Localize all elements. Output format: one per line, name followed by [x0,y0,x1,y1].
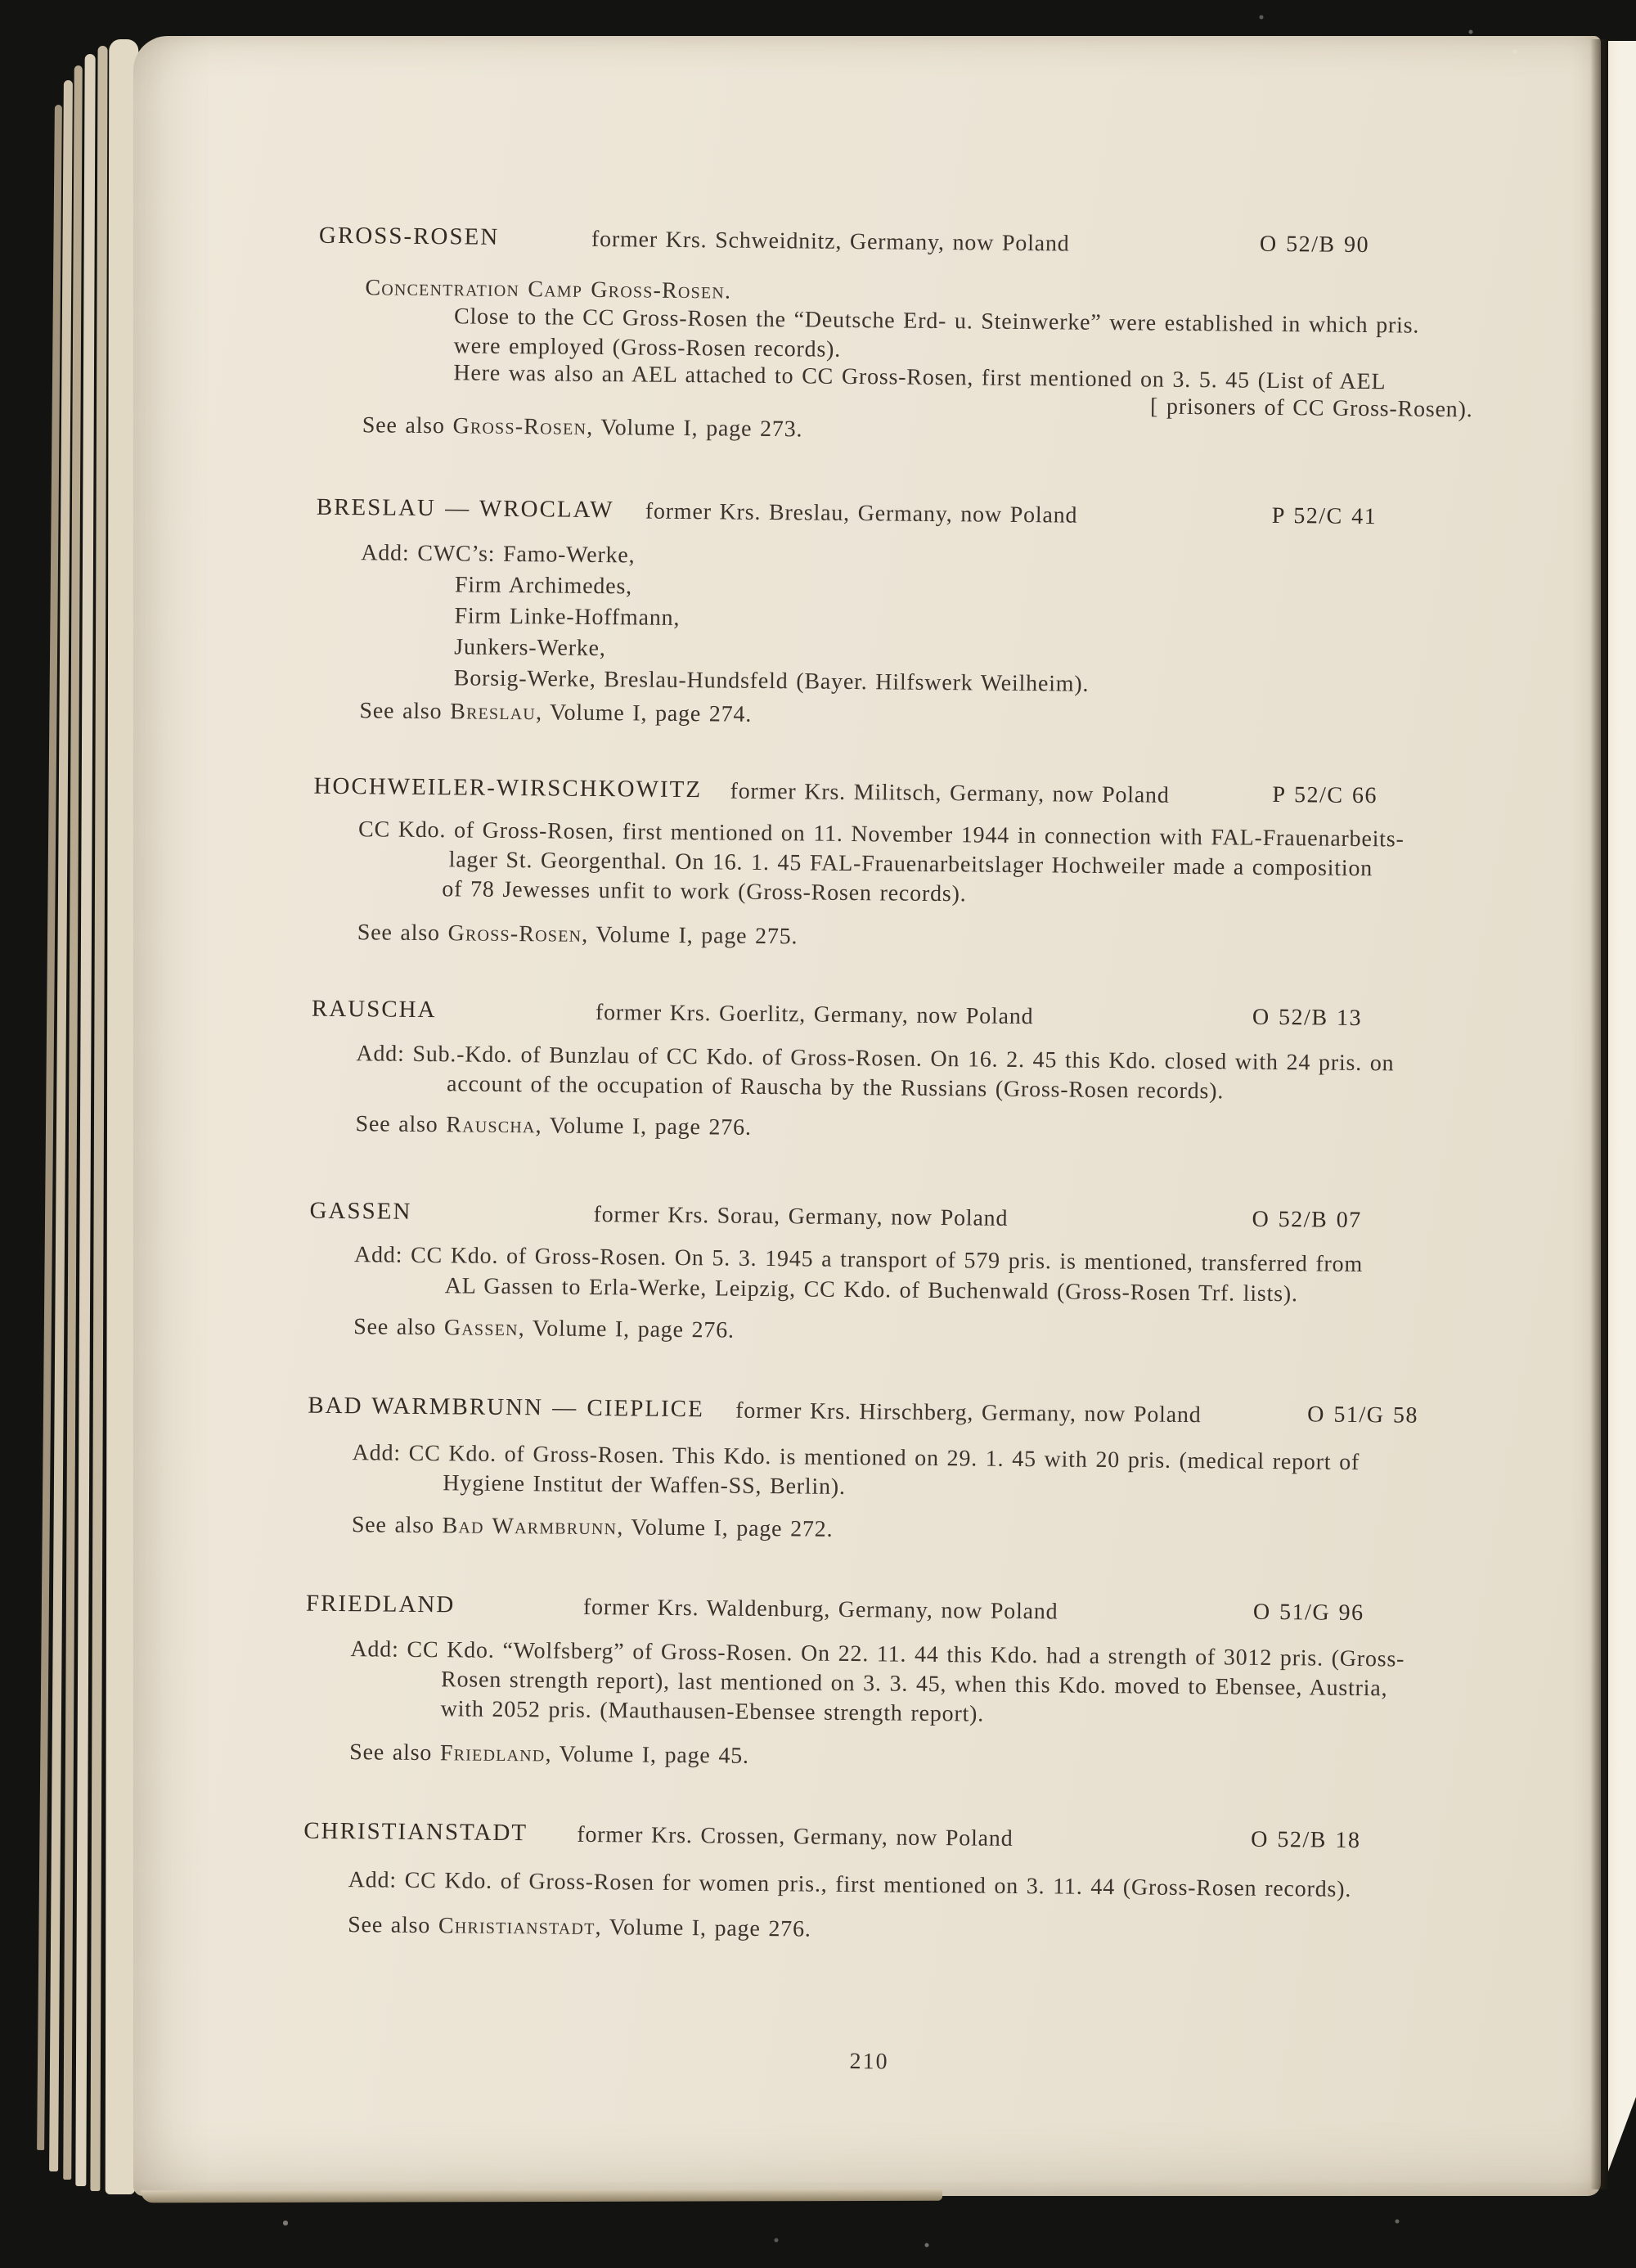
entry-body-line: were employed (Gross-Rosen records). [453,333,842,362]
entry-map-reference: P 52/C 66 [1272,781,1378,809]
entry-headword: RAUSCHA [311,995,437,1024]
see-also-note: See also Gassen, Volume I, page 276. [353,1314,735,1343]
entry-map-reference: O 51/G 58 [1307,1402,1419,1429]
entry-headword: GROSS-ROSEN [318,222,500,250]
entry-location: former Krs. Crossen, Germany, now Poland [577,1821,1014,1852]
entry-headword: FRIEDLAND [305,1590,456,1618]
entry-headword: BRESLAU — WROCLAW [316,493,614,524]
entry-location: former Krs. Schweidnitz, Germany, now Poland [591,226,1070,257]
entry-body-line: Close to the CC Gross-Rosen the “Deutsche Erd- u. Steinwerke” were established in which pris. [453,304,1420,339]
entry-map-reference: O 52/B 18 [1251,1826,1361,1854]
entry-body-line: CC Kdo. of Gross-Rosen, first mentioned on 11. November 1944 in connection with FAL-Frauenarbeits- [357,817,1405,853]
entry-headword: GASSEN [309,1197,412,1225]
see-also-note: See also Christianstadt, Volume I, page 276. [348,1912,811,1942]
entry-body-line: Rosen strength report), last mentioned on 3. 3. 45, when this Kdo. moved to Ebensee, Austria, [440,1667,1388,1702]
entry-body-line: with 2052 pris. (Mauthausen-Ebensee strength report). [440,1696,985,1727]
entry-body-line: Add: CC Kdo. of Gross-Rosen. This Kdo. is mentioned on 29. 1. 45 with 20 pris. (medical report of [352,1440,1360,1475]
entry-body-line: Firm Linke-Hoffmann, [454,603,681,631]
entry-map-reference: O 52/B 90 [1259,231,1370,259]
see-also-note: See also Gross-Rosen, Volume I, page 273. [362,412,803,443]
entry-subheading: Concentration Camp Gross-Rosen. [365,275,732,304]
entry-body-line: Add: CWC’s: Famo-Werke, [361,540,636,569]
entry-map-reference: O 52/B 07 [1252,1206,1362,1234]
entry-location: former Krs. Waldenburg, Germany, now Poland [582,1594,1058,1625]
entry-location: former Krs. Sorau, Germany, now Poland [593,1201,1009,1231]
see-also-note: See also Bad Warmbrunn, Volume I, page 272. [351,1512,834,1542]
entry-body-line: [ prisoners of CC Gross-Rosen). [1149,394,1473,423]
entry-body-line: Firm Archimedes, [454,572,633,600]
entry-body-line: Add: Sub.-Kdo. of Bunzlau of CC Kdo. of Gross-Rosen. On 16. 2. 45 this Kdo. closed with 24 pris. on [356,1041,1395,1077]
see-also-note: See also Breslau, Volume I, page 274. [359,698,753,727]
entry-body-line: account of the occupation of Rauscha by the Russians (Gross-Rosen records). [446,1071,1225,1105]
entry-body-line: AL Gassen to Erla-Werke, Leipzig, CC Kdo. of Buchenwald (Gross-Rosen Trf. lists). [444,1273,1298,1307]
entry-headword: CHRISTIANSTADT [303,1817,528,1847]
entry-location: former Krs. Militsch, Germany, now Poland [730,778,1170,808]
entry-map-reference: O 52/B 13 [1252,1004,1363,1031]
dust-specks [0,0,2,2]
entry-headword: BAD WARMBRUNN — CIEPLICE [308,1392,704,1423]
see-also-note: See also Friedland, Volume I, page 45. [349,1739,749,1769]
catalog-entry-gross-rosen [2,0,1636,443]
page-number: 210 [849,2049,889,2075]
entry-location: former Krs. Breslau, Germany, now Poland [645,498,1078,529]
entry-body-line: Borsig-Werke, Breslau-Hundsfeld (Bayer. Hilfswerk Weilheim). [453,665,1090,697]
entry-body-line: lager St. Georgenthal. On 16. 1. 45 FAL-Frauenarbeitslager Hochweiler made a composition [448,847,1373,882]
entry-location: former Krs. Hirschberg, Germany, now Poland [735,1397,1202,1429]
entry-location: former Krs. Goerlitz, Germany, now Poland [595,1000,1034,1030]
entry-headword: HOCHWEILER-WIRSCHKOWITZ [313,772,703,803]
see-also-note: See also Rauscha, Volume I, page 276. [355,1111,752,1141]
entry-body-line: Here was also an AEL attached to CC Gross-Rosen, first mentioned on 3. 5. 45 (List of AEL [453,360,1387,395]
entry-body-line: Hygiene Institut der Waffen-SS, Berlin). [443,1470,846,1500]
entry-map-reference: P 52/C 41 [1271,502,1378,530]
entry-body-line: Junkers-Werke, [454,634,606,662]
entry-body-line: of 78 Jewesses unfit to work (Gross-Rosen records). [442,876,967,907]
entry-body-line: Add: CC Kdo. of Gross-Rosen for women pris., first mentioned on 3. 11. 44 (Gross-Rosen records). [348,1867,1352,1902]
entry-body-line: Add: CC Kdo. “Wolfsberg” of Gross-Rosen. On 22. 11. 44 this Kdo. had a strength of 3012 pris. (Gross- [350,1636,1405,1672]
entry-map-reference: O 51/G 96 [1252,1599,1364,1627]
entry-body-line: Add: CC Kdo. of Gross-Rosen. On 5. 3. 1945 a transport of 579 pris. is mentioned, transferred from [353,1242,1364,1278]
see-also-note: See also Gross-Rosen, Volume I, page 275. [357,920,798,950]
